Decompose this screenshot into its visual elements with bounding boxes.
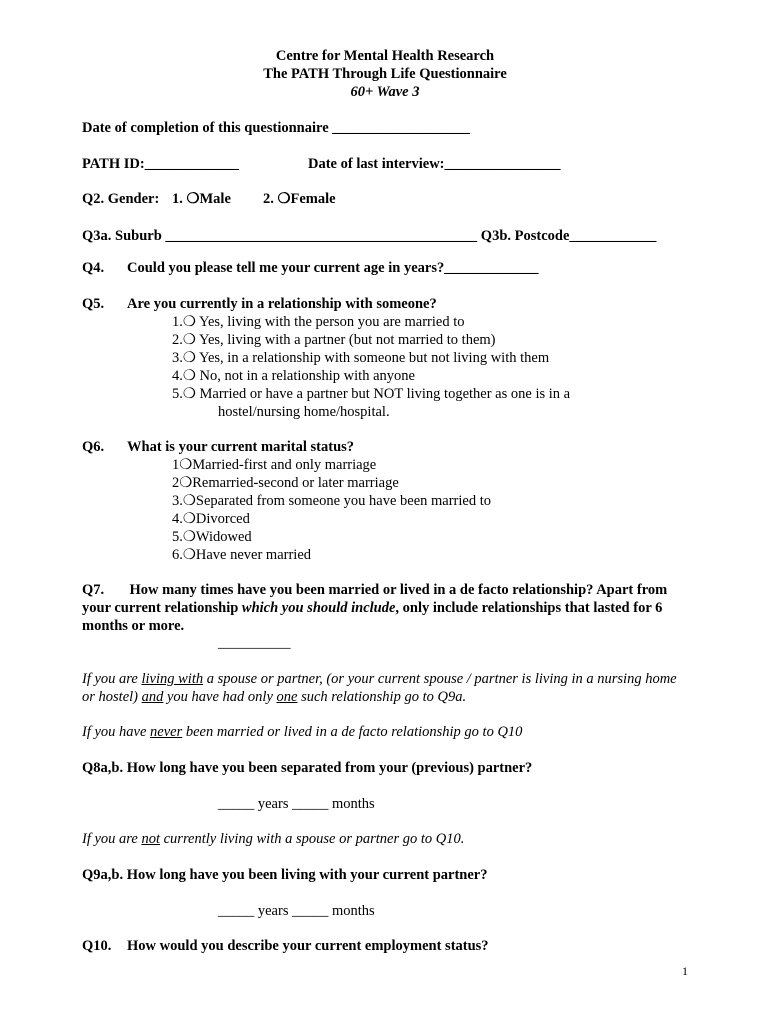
q2-male-option[interactable]: 1. ❍Male xyxy=(172,191,231,207)
header-wave: 60+ Wave 3 xyxy=(350,84,420,100)
q2-female-option[interactable]: 2. ❍Female xyxy=(263,191,336,207)
header-centre: Centre for Mental Health Research xyxy=(275,48,495,64)
q6-question: What is your current marital status? xyxy=(127,439,355,455)
q10-number: Q10. xyxy=(82,938,112,954)
instr3-not: not xyxy=(141,831,160,847)
q5-option-2[interactable]: 2.❍ Yes, living with a partner (but not married to them) xyxy=(172,332,496,348)
instr3-text: If you are xyxy=(82,831,142,847)
q7-answer-blank[interactable]: __________ xyxy=(218,635,291,651)
q3-suburb-postcode-field[interactable]: Q3a. Suburb ___________________________________________ Q3b. Postcode____________ xyxy=(82,228,657,244)
instr1-living-with: living with xyxy=(141,671,204,687)
q9-question: Q9a,b. How long have you been living with your current partner? xyxy=(82,867,488,883)
q2-gender-label: Q2. Gender: xyxy=(82,191,160,207)
q8-question: Q8a,b. How long have you been separated from your (previous) partner? xyxy=(82,760,533,776)
instr1-one: one xyxy=(276,689,298,705)
instr1-and: and xyxy=(141,689,164,705)
q4-number: Q4. xyxy=(82,260,105,276)
q5-option-5-continued: hostel/nursing home/hospital. xyxy=(218,404,390,420)
q7-text-emphasis: which you should include xyxy=(241,600,396,616)
instruction-go-to-q10 xyxy=(82,723,522,741)
date-of-completion-field[interactable]: Date of completion of this questionnaire ___________________ xyxy=(82,120,471,136)
q6-option-1[interactable]: 1❍Married-first and only marriage xyxy=(172,457,377,473)
q5-option-3[interactable]: 3.❍ Yes, in a relationship with someone but not living with them xyxy=(172,350,550,366)
q7-text-part1: How many times have you been married or lived in a de facto relationship? Apart from your current relationship xyxy=(82,582,668,616)
q7-question xyxy=(82,581,682,635)
q8-years-months-blank[interactable]: _____ years _____ months xyxy=(218,796,375,812)
q6-option-2[interactable]: 2❍Remarried-second or later marriage xyxy=(172,475,399,491)
q5-question: Are you currently in a relationship with someone? xyxy=(127,296,437,312)
q7-text-part3: , only include relationships that lasted for 6 months or more. xyxy=(82,600,663,634)
path-id-field[interactable]: PATH ID:_____________ xyxy=(82,156,239,172)
q5-option-5[interactable]: 5.❍ Married or have a partner but NOT living together as one is in a xyxy=(172,386,571,402)
q5-option-4[interactable]: 4.❍ No, not in a relationship with anyone xyxy=(172,368,415,384)
q6-option-4[interactable]: 4.❍Divorced xyxy=(172,511,250,527)
q5-option-1[interactable]: 1.❍ Yes, living with the person you are married to xyxy=(172,314,465,330)
q6-option-3[interactable]: 3.❍Separated from someone you have been married to xyxy=(172,493,491,509)
q10-question: How would you describe your current employment status? xyxy=(127,938,489,954)
q6-option-5[interactable]: 5.❍Widowed xyxy=(172,529,252,545)
instr1-text-2: a spouse or partner, (or your current spouse / partner is living in a nursing home or hostel) xyxy=(82,671,677,705)
date-last-interview-field[interactable]: Date of last interview:________________ xyxy=(308,156,561,172)
instr2-never: never xyxy=(150,724,183,740)
q6-option-6[interactable]: 6.❍Have never married xyxy=(172,547,312,563)
q9-years-months-blank[interactable]: _____ years _____ months xyxy=(218,903,375,919)
page-number: 1 xyxy=(682,964,688,978)
q6-number: Q6. xyxy=(82,439,105,455)
instruction-not-living-go-to-q10 xyxy=(82,830,464,848)
q4-age-question[interactable]: Could you please tell me your current age in years?_____________ xyxy=(127,260,539,276)
header-title: The PATH Through Life Questionnaire xyxy=(263,66,507,82)
instr2-text: If you have xyxy=(82,724,151,740)
q7-number: Q7. xyxy=(82,582,105,598)
instr2-text-2: been married or lived in a de facto relationship go to Q10 xyxy=(182,724,523,740)
instruction-go-to-q9a xyxy=(82,670,682,706)
instr1-text: If you are xyxy=(82,671,142,687)
instr1-text-3: you have had only xyxy=(163,689,277,705)
instr1-text-4: such relationship go to Q9a. xyxy=(297,689,467,705)
q5-number: Q5. xyxy=(82,296,105,312)
instr3-text-2: currently living with a spouse or partner go to Q10. xyxy=(160,831,465,847)
